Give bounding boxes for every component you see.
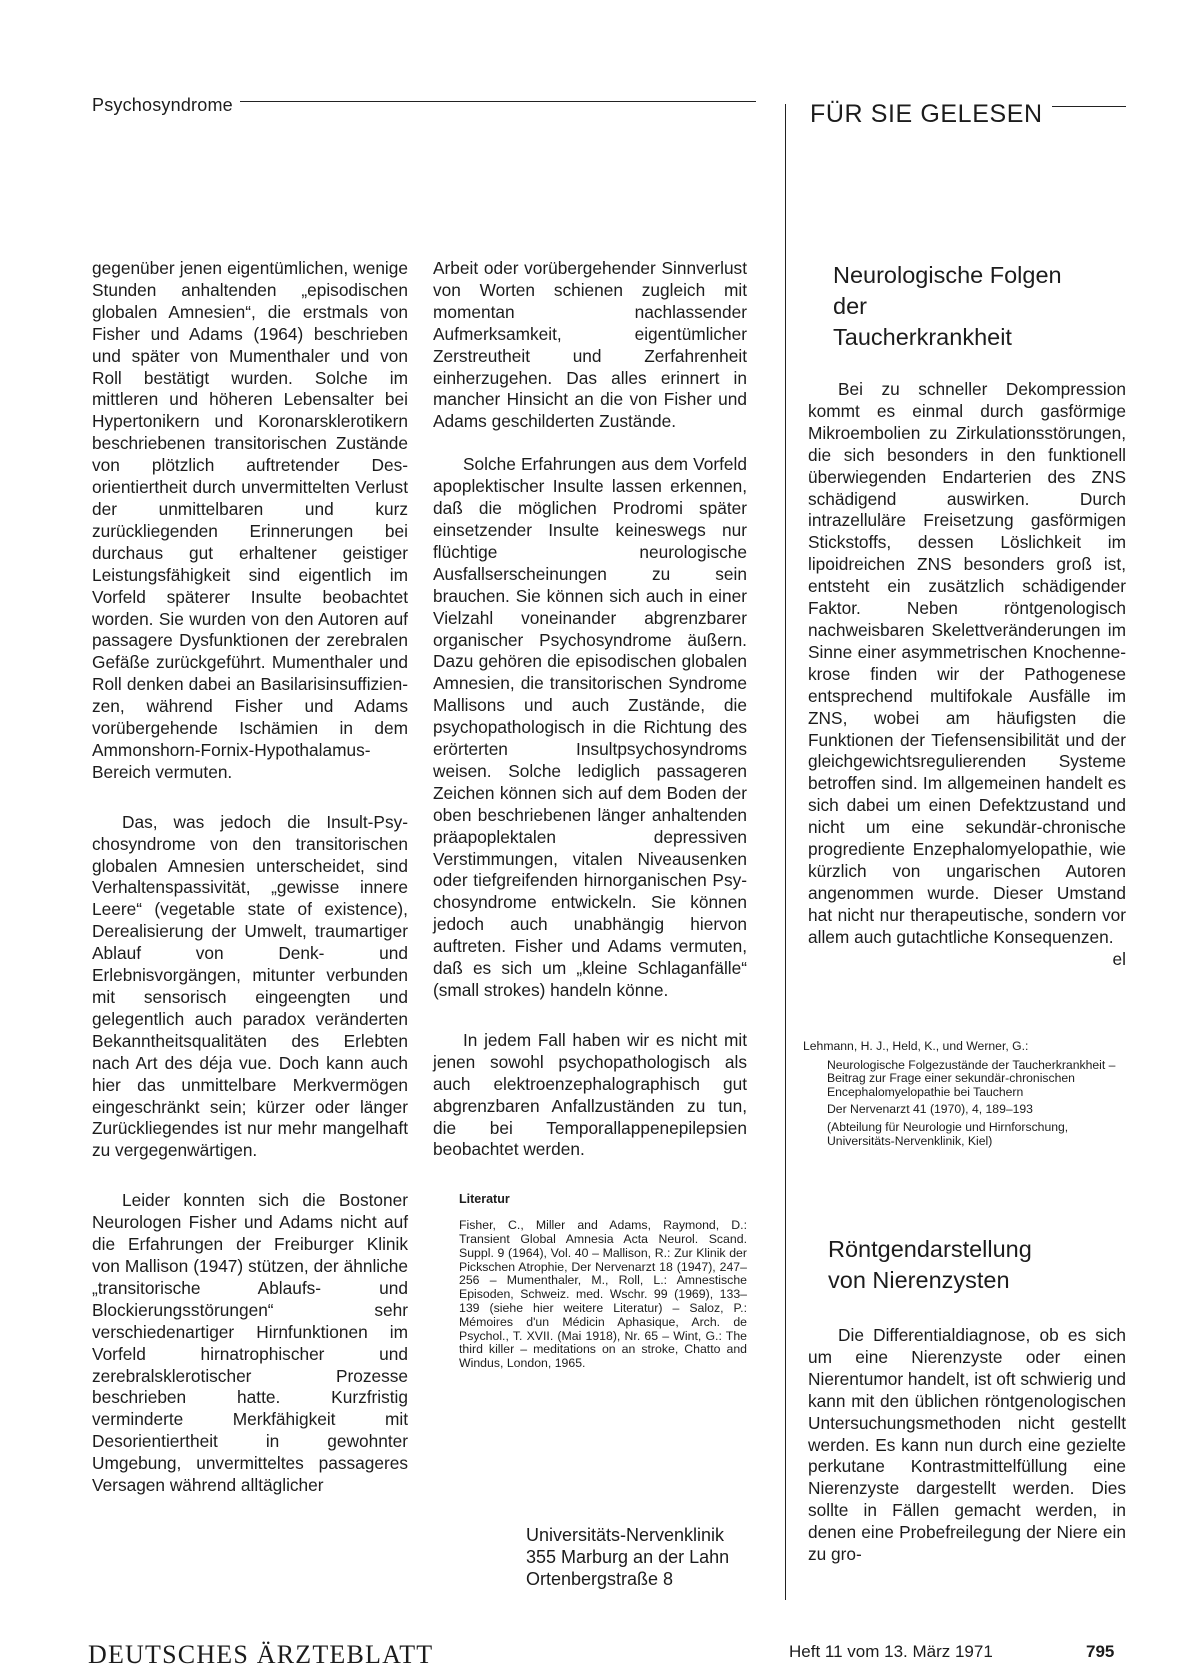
address-line-3: Ortenbergstraße 8 [526, 1569, 674, 1589]
column-2 [433, 258, 747, 1371]
article-1-title-line-3: Taucherkrankheit [833, 324, 1012, 350]
column-divider [785, 104, 786, 1600]
reference-title: Neurologische Folgezustände der Taucherkrankheit – Beitrag zur Frage einer sekundär-chronischen Encephalomyelopathie bei Tauchern [827, 1057, 1116, 1099]
article-1-body [808, 379, 1126, 969]
section-title: FÜR SIE GELESEN [810, 100, 1043, 128]
article-2-body: Die Differentialdiagnose, ob es sich um eine Nierenzyste oder einen Nierentumor handelt, ist oft schwierig und kann mit den üblichen röntgenologischen Untersuchungsmethoden nicht gestellt werden. Es kann nun durch eine gezielte perkutane Kontrastmittelfüllung eine Nierenzyste dargestellt werden. Dies sollte in Fällen gemacht werden, in denen eine Probefreilegung der Niere ein zu gro- [808, 1325, 1126, 1565]
literature-list: Fisher, C., Miller and Adams, Raymond, D.: Transient Global Amnesia Acta Neurol. Scand. Suppl. 9 (1964), Vol. 40 – Mallison, R.: Zur Klinik der Pickschen Atrophie, Der Nervenarzt 18 (1947), 247–256 – Mumenthaler, M., Roll, L.: Amnestische Episoden, Schweiz. med. Wschr. 99 (1969), 133–139 (siehe hier weitere Literatur) – Saloz, P.: Mémoires d'un Médicin Aphasique, Arch. de Psychol., T. XVII. (Mai 1918), Nr. 65 – Wint, G.: The third killer – meditations on an stroke, Chatto and Windus, London, 1965. [459, 1218, 747, 1371]
article-1-title-line-2: der [833, 293, 867, 319]
article-1-title-line-1: Neurologische Folgen [833, 262, 1062, 288]
article-2-title [828, 1234, 1032, 1296]
journal-name: DEUTSCHES ÄRZTEBLATT [88, 1640, 434, 1669]
article-2-title-line-2: von Nierenzysten [828, 1267, 1010, 1293]
running-head: Psychosyndrome [92, 95, 233, 115]
article-1-title [833, 260, 1062, 353]
article-1-signature: el [1112, 948, 1126, 969]
reference-authors: Lehmann, H. J., Held, K., und Werner, G.: [803, 1039, 1029, 1053]
col2-paragraph-2: Solche Erfahrungen aus dem Vorfeld apoplektischer Insulte lassen erkennen, daß die möglichen Prodromi später einsetzender Insulte keineswegs nur flüchtige neurologische Ausfallserscheinungen zu sein brauchen. Sie können sich auch in einer Vielzahl voneinander abgrenzbarer organischer Psychosyndrome äußern. Dazu gehören die episodischen globalen Amnesien, die transitorischen Syndrome Mallisons und auch Zustände, die psychopathologisch in die Richtung des erörterten Insultpsychosyndroms weisen. Solche lediglich passageren Zeichen können sich auf dem Boden der oben beschriebenen länger anhaltenden präapoplektalen depressiven Verstimmungen, vitalen Niveausenken oder tiefgreifenden hirnorganischen Psychosyndrome entwickeln. Sie können jedoch auch unabhängig hiervon auftreten. Fisher und Adams vermuten, daß es sich um „kleine Schlaganfälle“ (small strokes) handeln könne. [433, 454, 747, 1000]
issue-info: Heft 11 vom 13. März 1971 [789, 1642, 993, 1661]
header-rule-left [240, 101, 756, 102]
col1-paragraph-2: Das, was jedoch die Insult-Psychosyndrome von den transitorischen globalen Amnesien unterscheidet, sind Verhaltenspassivität, „gewisse innere Leere“ (vegetable state of existence), Derealisierung der Umwelt, traumartiger Ablauf von Denk- und Erlebnisvorgängen, mitunter verbunden mit sensorisch eingeengten und gelegentlich auch paradox veränderten Bekanntheitsqualitäten des Erlebten nach Art des déja vue. Doch kann auch hier das unmittelbare Merkvermögen eingeschränkt sein; kürzer oder länger Zurückliegendes ist nur mehr mangelhaft zu vergegenwärtigen. [92, 811, 408, 1161]
literature-heading: Literatur [459, 1192, 510, 1207]
col1-paragraph-3: Leider konnten sich die Bostoner Neurologen Fisher und Adams nicht auf die Erfahrungen der Freiburger Klinik von Mallison (1947) stützen, der ähnliche „transitorische Ablaufs- und Blockierungsstörungen“ sehr verschiedenartiger Hirnfunktionen im Vorfeld hirnatrophischer und zerebralsklerotischer Prozesse beschrieben hatte. Kurzfristig verminderte Merkfähigkeit mit Desorientiertheit in gewohnter Umgebung, unvermitteltes passageres Versagen während alltäglicher [92, 1190, 408, 1496]
article-2-body-block [808, 1325, 1126, 1566]
article-1-body-text: Bei zu schneller Dekompression kommt es einmal durch gasförmige Mikroembolien zu Zirkulationsstörungen, die sich besonders in den funktionell überwiegenden Endarterien des ZNS schädigend auswirken. Durch intrazelluläre Freisetzung gasförmigen Stickstoffs, dessen Löslichkeit im lipoidreichen ZNS besonders groß ist, entsteht ein zusätzlich schädigender Faktor. Neben röntgenologisch nachweisbaren Skelettveränderungen im Sinne einer asymmetrischen Knochennekrose finden wir der Pathogenese entsprechend multifokale Ausfälle im ZNS, wobei am häufigsten die Funktionen der Tiefensensibilität und der gleichgewichtsregulierenden Systeme betroffen sind. Im allgemeinen handelt es sich dabei um einen Defektzustand und nicht um eine sekundär-chronische progrediente Enzephalomyelopathie, wie kürzlich von ungarischen Autoren angenommen wurde. Dieser Umstand hat nicht nur therapeutische, sondern vor allem auch gutachtliche Konsequenzen. [808, 379, 1126, 947]
address-line-1: Universitäts-Nervenklinik [526, 1525, 725, 1545]
column-1 [92, 258, 408, 1497]
article-1-reference [803, 1040, 1125, 1148]
address-line-2: 355 Marburg an der Lahn [526, 1547, 730, 1567]
col1-paragraph-1: gegenüber jenen eigentümlichen, wenige Stunden anhaltenden „episodischen globalen Amnesien“, die erstmals von Fisher und Adams (1964) beschrieben und später von Mumenthaler und von Roll bestätigt wurden. Solche im mittleren und höheren Lebensalter bei Hypertonikern und Koronarsklerotikern beschriebenen transitorischen Zustände von plötzlich auftretender Desorientiertheit durch unvermittelten Verlust der unmittelbaren und kurz zurückliegenden Erinnerungen bei durchaus gut erhaltener geistiger Leistungsfähigkeit sind eigentlich im Vorfeld späterer Insulte beobachtet worden. Sie wurden von den Autoren auf passagere Dysfunktionen der zerebralen Gefäße zurückgeführt. Mumenthaler und Roll denken dabei an Basilarisinsuffizienzen, während Fisher und Adams vorübergehende Ischämien in dem Ammonshorn-Fornix-Hypothalamus-Bereich vermuten. [92, 258, 408, 782]
author-address [526, 1524, 729, 1590]
header-rule-right [1052, 106, 1126, 107]
col2-paragraph-1: Arbeit oder vorübergehender Sinnverlust von Worten schienen zugleich mit momentan nachlassender Aufmerksamkeit, eigentümlicher Zerstreutheit und Zerfahrenheit einherzugehen. Das alles erinnert in mancher Hinsicht an die von Fisher und Adams geschilderten Zustände. [433, 258, 747, 432]
article-1-body-block [808, 379, 1126, 970]
col2-paragraph-3: In jedem Fall haben wir es nicht mit jenen sowohl psychopathologisch als auch elektroenzephalographisch gut abgrenzbaren Anfallzuständen zu tun, die bei Temporallappenepilepsien beobachtet werden. [433, 1029, 747, 1160]
reference-journal: Der Nervenarzt 41 (1970), 4, 189–193 [827, 1102, 1033, 1117]
page-number: 795 [1086, 1642, 1115, 1661]
article-2-title-line-1: Röntgendarstellung [828, 1236, 1032, 1262]
reference-affiliation: (Abteilung für Neurologie und Hirnforschung, Universitäts-Nervenklinik, Kiel) [827, 1119, 1069, 1148]
